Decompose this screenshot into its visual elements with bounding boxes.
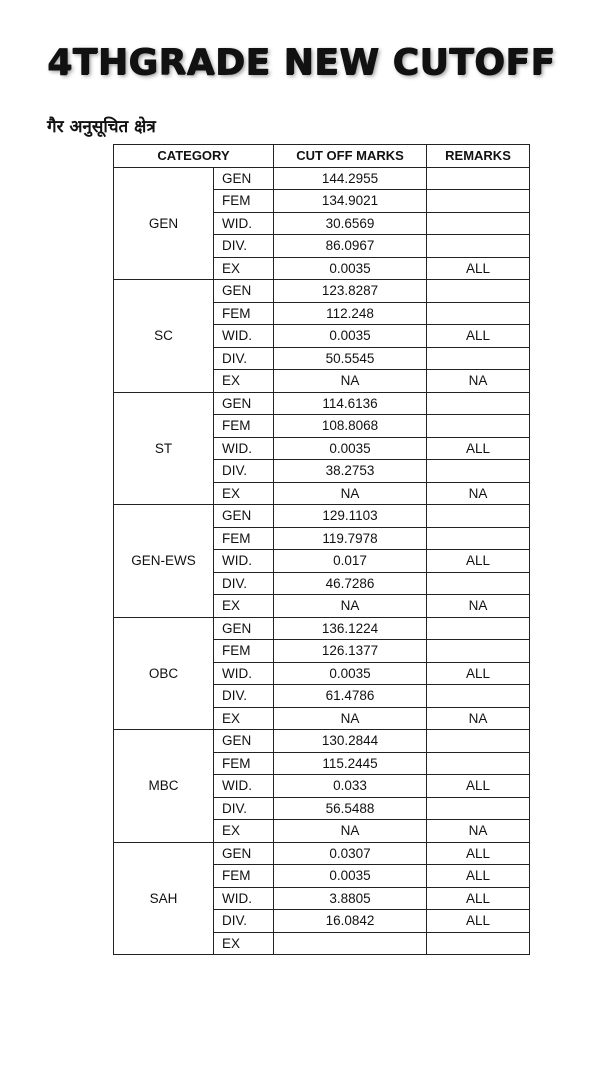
remarks-cell: [427, 460, 530, 483]
cutoff-marks-cell: 30.6569: [274, 212, 427, 235]
cutoff-marks-cell: 0.033: [274, 775, 427, 798]
subcategory-cell: WID.: [214, 325, 274, 348]
remarks-cell: ALL: [427, 257, 530, 280]
subcategory-cell: DIV.: [214, 460, 274, 483]
cutoff-marks-cell: 16.0842: [274, 910, 427, 933]
page-title: 4THGRADE NEW CUTOFF: [47, 42, 556, 83]
cutoff-marks-cell: 0.0035: [274, 662, 427, 685]
subcategory-cell: FEM: [214, 865, 274, 888]
remarks-cell: [427, 190, 530, 213]
cutoff-marks-cell: 123.8287: [274, 280, 427, 303]
category-group-cell: GEN: [114, 167, 214, 280]
cutoff-marks-cell: 134.9021: [274, 190, 427, 213]
header-remarks: REMARKS: [427, 145, 530, 168]
cutoff-marks-cell: 114.6136: [274, 392, 427, 415]
subcategory-cell: GEN: [214, 167, 274, 190]
cutoff-marks-cell: NA: [274, 707, 427, 730]
cutoff-marks-cell: 61.4786: [274, 685, 427, 708]
cutoff-marks-cell: 56.5488: [274, 797, 427, 820]
category-group-cell: SC: [114, 280, 214, 393]
subcategory-cell: EX: [214, 595, 274, 618]
cutoff-marks-cell: NA: [274, 482, 427, 505]
remarks-cell: [427, 392, 530, 415]
subcategory-cell: EX: [214, 820, 274, 843]
subcategory-cell: FEM: [214, 190, 274, 213]
remarks-cell: NA: [427, 820, 530, 843]
subcategory-cell: DIV.: [214, 910, 274, 933]
subcategory-cell: FEM: [214, 415, 274, 438]
cutoff-marks-cell: 130.2844: [274, 730, 427, 753]
remarks-cell: ALL: [427, 325, 530, 348]
cutoff-marks-cell: 112.248: [274, 302, 427, 325]
subcategory-cell: WID.: [214, 775, 274, 798]
remarks-cell: ALL: [427, 910, 530, 933]
table-body: [114, 167, 530, 955]
remarks-cell: NA: [427, 595, 530, 618]
subcategory-cell: FEM: [214, 640, 274, 663]
remarks-cell: [427, 347, 530, 370]
remarks-cell: [427, 527, 530, 550]
cutoff-marks-cell: 86.0967: [274, 235, 427, 258]
remarks-cell: ALL: [427, 775, 530, 798]
subcategory-cell: DIV.: [214, 685, 274, 708]
cutoff-marks-cell: 0.0035: [274, 325, 427, 348]
cutoff-marks-cell: 136.1224: [274, 617, 427, 640]
remarks-cell: [427, 415, 530, 438]
subcategory-cell: EX: [214, 257, 274, 280]
remarks-cell: ALL: [427, 437, 530, 460]
remarks-cell: [427, 167, 530, 190]
category-group-cell: ST: [114, 392, 214, 505]
subcategory-cell: GEN: [214, 392, 274, 415]
cutoff-marks-cell: 119.7978: [274, 527, 427, 550]
subcategory-cell: GEN: [214, 730, 274, 753]
subcategory-cell: DIV.: [214, 572, 274, 595]
cutoff-marks-cell: 108.8068: [274, 415, 427, 438]
cutoff-marks-cell: NA: [274, 370, 427, 393]
subcategory-cell: FEM: [214, 752, 274, 775]
table-row: [114, 730, 530, 753]
subcategory-cell: FEM: [214, 302, 274, 325]
remarks-cell: [427, 617, 530, 640]
subcategory-cell: GEN: [214, 842, 274, 865]
remarks-cell: [427, 730, 530, 753]
subcategory-cell: DIV.: [214, 235, 274, 258]
category-group-cell: MBC: [114, 730, 214, 843]
category-group-cell: GEN-EWS: [114, 505, 214, 618]
cutoff-marks-cell: NA: [274, 820, 427, 843]
table-row: [114, 392, 530, 415]
cutoff-marks-cell: 50.5545: [274, 347, 427, 370]
remarks-cell: ALL: [427, 550, 530, 573]
remarks-cell: NA: [427, 707, 530, 730]
remarks-cell: [427, 505, 530, 528]
remarks-cell: [427, 640, 530, 663]
subcategory-cell: EX: [214, 370, 274, 393]
remarks-cell: [427, 752, 530, 775]
remarks-cell: ALL: [427, 865, 530, 888]
cutoff-marks-cell: 0.0307: [274, 842, 427, 865]
subcategory-cell: WID.: [214, 550, 274, 573]
cutoff-marks-cell: [274, 932, 427, 955]
remarks-cell: [427, 932, 530, 955]
subcategory-cell: WID.: [214, 212, 274, 235]
cutoff-marks-cell: 46.7286: [274, 572, 427, 595]
cutoff-marks-cell: NA: [274, 595, 427, 618]
table-row: [114, 617, 530, 640]
remarks-cell: [427, 572, 530, 595]
cutoff-marks-cell: 0.0035: [274, 865, 427, 888]
remarks-cell: ALL: [427, 842, 530, 865]
header-category: CATEGORY: [114, 145, 274, 168]
subcategory-cell: FEM: [214, 527, 274, 550]
cutoff-marks-cell: 3.8805: [274, 887, 427, 910]
cutoff-marks-cell: 126.1377: [274, 640, 427, 663]
remarks-cell: [427, 797, 530, 820]
subcategory-cell: WID.: [214, 887, 274, 910]
remarks-cell: [427, 302, 530, 325]
table-row: [114, 280, 530, 303]
subcategory-cell: GEN: [214, 505, 274, 528]
remarks-cell: NA: [427, 482, 530, 505]
table-header-row: [114, 145, 530, 168]
cutoff-marks-cell: 0.017: [274, 550, 427, 573]
remarks-cell: ALL: [427, 887, 530, 910]
cutoff-marks-cell: 0.0035: [274, 437, 427, 460]
subcategory-cell: EX: [214, 707, 274, 730]
section-subtitle: गैर अनुसूचित क्षेत्र: [47, 117, 156, 137]
subcategory-cell: DIV.: [214, 347, 274, 370]
category-group-cell: SAH: [114, 842, 214, 955]
table-row: [114, 505, 530, 528]
remarks-cell: [427, 280, 530, 303]
remarks-cell: ALL: [427, 662, 530, 685]
subcategory-cell: DIV.: [214, 797, 274, 820]
subcategory-cell: GEN: [214, 617, 274, 640]
table-row: [114, 167, 530, 190]
cutoff-marks-cell: 38.2753: [274, 460, 427, 483]
category-group-cell: OBC: [114, 617, 214, 730]
cutoff-marks-cell: 0.0035: [274, 257, 427, 280]
subcategory-cell: GEN: [214, 280, 274, 303]
cutoff-marks-cell: 115.2445: [274, 752, 427, 775]
cutoff-marks-cell: 129.1103: [274, 505, 427, 528]
cutoff-table: [113, 144, 530, 955]
cutoff-marks-cell: 144.2955: [274, 167, 427, 190]
remarks-cell: [427, 685, 530, 708]
remarks-cell: [427, 212, 530, 235]
header-cutoff-marks: CUT OFF MARKS: [274, 145, 427, 168]
remarks-cell: NA: [427, 370, 530, 393]
subcategory-cell: EX: [214, 932, 274, 955]
subcategory-cell: WID.: [214, 662, 274, 685]
table-row: [114, 842, 530, 865]
remarks-cell: [427, 235, 530, 258]
subcategory-cell: WID.: [214, 437, 274, 460]
subcategory-cell: EX: [214, 482, 274, 505]
